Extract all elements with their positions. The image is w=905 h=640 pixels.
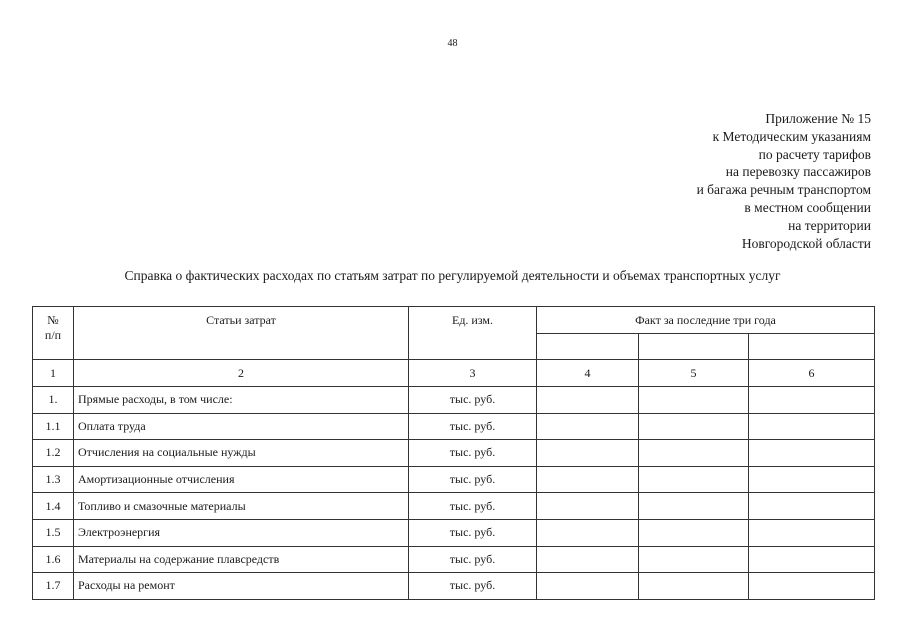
table-row [33, 440, 875, 467]
fact-cell [749, 440, 875, 467]
row-number: 1.6 [33, 546, 74, 573]
fact-cell [749, 413, 875, 440]
appendix-reference [697, 110, 871, 252]
column-number: 1 [33, 360, 74, 387]
fact-cell [537, 519, 639, 546]
unit-cell: тыс. руб. [409, 519, 537, 546]
unit-cell: тыс. руб. [409, 546, 537, 573]
table-row [33, 546, 875, 573]
appendix-line: и багажа речным транспортом [696, 182, 871, 198]
fact-cell [639, 387, 749, 414]
fact-cell [639, 466, 749, 493]
table-row [33, 573, 875, 600]
column-number: 4 [537, 360, 639, 387]
fact-cell [537, 466, 639, 493]
document-title: Справка о фактических расходах по статьям затрат по регулируемой деятельности и объемах транспортных услуг [124, 268, 781, 283]
row-number: 1.3 [33, 466, 74, 493]
cost-item-name: Электроэнергия [74, 519, 409, 546]
unit-cell: тыс. руб. [409, 387, 537, 414]
header-unit: Ед. изм. [409, 307, 537, 360]
table-row [33, 413, 875, 440]
appendix-line: к Методическим указаниям [712, 128, 871, 144]
fact-cell [749, 493, 875, 520]
fact-cell [749, 546, 875, 573]
header-row-number [33, 307, 74, 360]
page-number: 48 [447, 38, 458, 49]
cost-item-name: Топливо и смазочные материалы [74, 493, 409, 520]
table-row [33, 466, 875, 493]
fact-cell [639, 493, 749, 520]
row-number: 1.2 [33, 440, 74, 467]
column-number: 3 [409, 360, 537, 387]
cost-item-name: Прямые расходы, в том числе: [74, 387, 409, 414]
appendix-line: Приложение № 15 [765, 111, 871, 126]
appendix-line: на перевозку пассажиров [725, 164, 871, 180]
column-number-row [33, 360, 875, 387]
cost-item-name: Амортизационные отчисления [74, 466, 409, 493]
column-number: 6 [749, 360, 875, 387]
fact-cell [537, 546, 639, 573]
row-number: 1.7 [33, 573, 74, 600]
header-year-cell [639, 334, 749, 360]
table-row [33, 493, 875, 520]
header-year-cell [537, 334, 639, 360]
table-row [33, 519, 875, 546]
cost-table [32, 306, 875, 600]
fact-cell [639, 519, 749, 546]
fact-cell [749, 466, 875, 493]
cost-item-name: Расходы на ремонт [74, 573, 409, 600]
appendix-line: Новгородской области [741, 235, 871, 251]
unit-cell: тыс. руб. [409, 493, 537, 520]
header-num-abbr: п/п [44, 328, 62, 342]
unit-cell: тыс. руб. [409, 573, 537, 600]
fact-cell [537, 413, 639, 440]
row-number: 1.5 [33, 519, 74, 546]
table-row [33, 387, 875, 414]
header-cost-item: Статьи затрат [74, 307, 409, 360]
fact-cell [639, 413, 749, 440]
header-year-cell [749, 334, 875, 360]
fact-cell [537, 440, 639, 467]
fact-cell [537, 493, 639, 520]
appendix-line: в местном сообщении [744, 199, 871, 215]
row-number: 1. [33, 387, 74, 414]
column-number: 5 [639, 360, 749, 387]
fact-cell [749, 573, 875, 600]
fact-cell [749, 519, 875, 546]
fact-cell [537, 573, 639, 600]
header-num-symbol: № [47, 313, 59, 327]
appendix-line: на территории [788, 217, 871, 233]
unit-cell: тыс. руб. [409, 466, 537, 493]
appendix-line: по расчету тарифов [758, 146, 871, 162]
cost-item-name: Отчисления на социальные нужды [74, 440, 409, 467]
fact-cell [639, 573, 749, 600]
fact-cell [537, 387, 639, 414]
row-number: 1.1 [33, 413, 74, 440]
column-number: 2 [74, 360, 409, 387]
cost-item-name: Материалы на содержание плавсредств [74, 546, 409, 573]
header-fact-three-years: Факт за последние три года [537, 307, 875, 334]
unit-cell: тыс. руб. [409, 413, 537, 440]
fact-cell [639, 546, 749, 573]
row-number: 1.4 [33, 493, 74, 520]
cost-item-name: Оплата труда [74, 413, 409, 440]
unit-cell: тыс. руб. [409, 440, 537, 467]
fact-cell [639, 440, 749, 467]
fact-cell [749, 387, 875, 414]
